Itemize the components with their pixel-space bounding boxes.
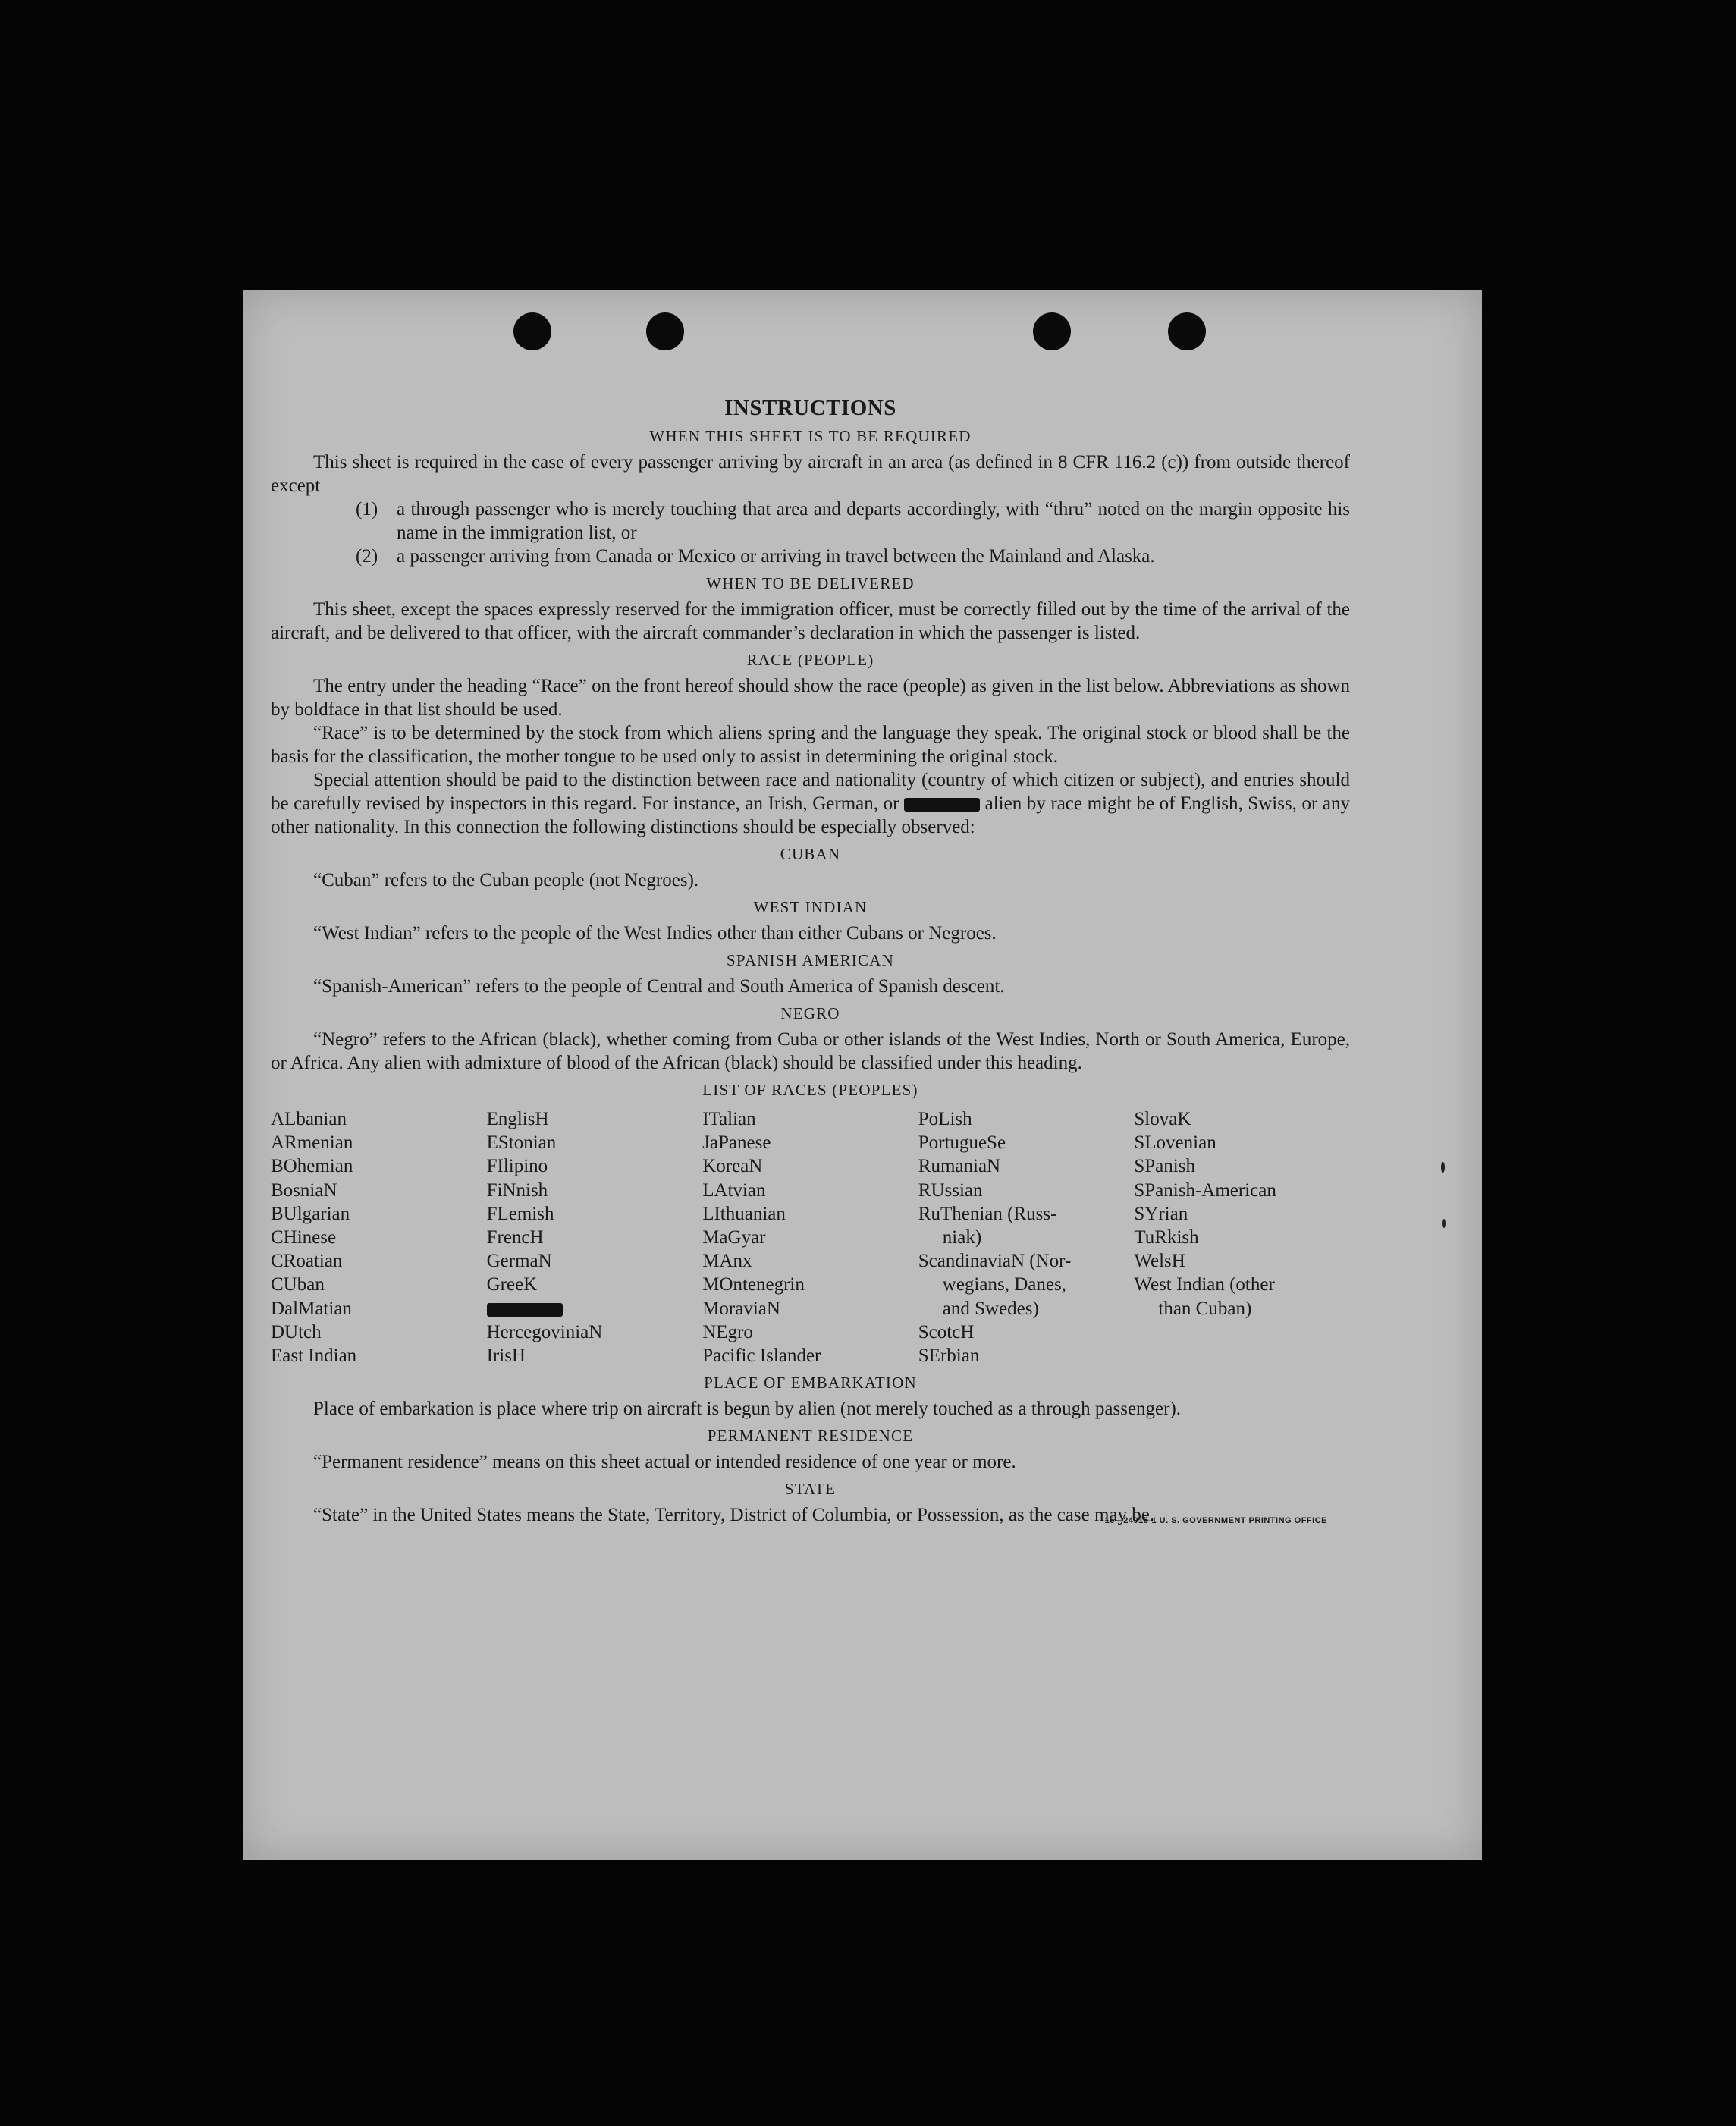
section-heading-cuban: CUBAN [780, 845, 841, 863]
race-entry: PortugueSe [918, 1132, 1006, 1154]
races-column-2 [487, 1107, 703, 1368]
race-entry: PoLish [918, 1109, 972, 1129]
redaction-mark [487, 1303, 563, 1317]
section-heading-embarkation: PLACE OF EMBARKATION [704, 1374, 917, 1393]
race-paragraph-3-start: Special attention should be paid to the distinction between race and nationality (country of which citizen or subject), and entries should be carefully revised by inspectors in this regard. For instance, an Irish, German, or [271, 770, 1350, 814]
race-entry: BUlgarian [271, 1203, 350, 1224]
race-entry-redacted [487, 1297, 703, 1321]
races-column-1 [271, 1107, 487, 1368]
race-entry: FLemish [486, 1203, 554, 1224]
item-number: (1) [356, 499, 378, 520]
punch-hole [646, 312, 684, 350]
race-entry: WelsH [1134, 1251, 1185, 1272]
race-entry: NEgro [702, 1321, 753, 1342]
race-paragraph-2: “Race” is to be determined by the stock from which aliens spring and the language they speak. The original stock or blood shall be the basis for the classification, the mother tongue to be used only to assist in determining the original stock. [271, 723, 1350, 767]
residence-text: “Permanent residence” means on this sheet actual or intended residence of one year or more. [313, 1452, 1016, 1473]
race-entry: FiNnish [486, 1179, 548, 1201]
cuban-text: “Cuban” refers to the Cuban people (not Negroes). [313, 870, 699, 890]
race-entry-continued: and Swedes) [942, 1298, 1039, 1319]
race-entry: East Indian [271, 1346, 357, 1367]
race-entry: TuRkish [1134, 1227, 1199, 1248]
race-entry: GermaN [486, 1251, 552, 1272]
race-entry: ALbanian [271, 1109, 347, 1129]
section-heading-list-of-races: LIST OF RACES (PEOPLES) [702, 1081, 918, 1099]
redaction-mark [904, 798, 980, 812]
section-heading-negro: NEGRO [780, 1004, 840, 1022]
races-list [271, 1107, 1350, 1368]
race-entry: RuThenian (Russ- [918, 1203, 1057, 1224]
state-footer-row [271, 1503, 1350, 1527]
race-entry: FrencH [486, 1227, 544, 1248]
section-heading-state: STATE [784, 1480, 837, 1499]
race-entry: SPanish-American [1134, 1179, 1276, 1201]
item-text: a through passenger who is merely touching that area and departs accordingly, with “thru” noted on the margin opposite his name in the immigration list, or [397, 499, 1350, 543]
race-entry: MAnx [702, 1251, 752, 1272]
embarkation-text: Place of embarkation is place where trip on aircraft is begun by alien (not merely touched as a through passenger). [313, 1399, 1182, 1420]
item-number: (2) [356, 546, 378, 567]
race-entry: JaPanese [702, 1132, 771, 1154]
race-entry: FIlipino [486, 1156, 548, 1177]
race-entry: RumaniaN [918, 1156, 1001, 1177]
race-entry-continued: wegians, Danes, [942, 1274, 1066, 1295]
race-entry: SErbian [918, 1346, 980, 1367]
race-entry: HercegoviniaN [486, 1321, 603, 1342]
race-entry: SPanish [1134, 1156, 1195, 1177]
spanish-american-text: “Spanish-American” refers to the people of Central and South America of Spanish descent. [313, 976, 1005, 997]
instructions-content [271, 396, 1350, 1527]
race-entry: CRoatian [271, 1251, 343, 1272]
race-entry: EStonian [486, 1132, 557, 1154]
race-entry: BosniaN [271, 1179, 337, 1201]
section-heading-spanish-american: SPANISH AMERICAN [727, 951, 894, 969]
section-heading-residence: PERMANENT RESIDENCE [707, 1427, 914, 1446]
required-intro: This sheet is required in the case of every passenger arriving by aircraft in an area (as defined in 8 CFR 116.2 (c)) from outside thereof except [271, 452, 1350, 496]
negro-text: “Negro” refers to the African (black), whether coming from Cuba or other islands of the West Indies, North or South America, Europe, or Africa. Any alien with admixture of blood of the African (black) should be classified under this heading. [271, 1029, 1350, 1073]
race-entry: EnglisH [486, 1109, 549, 1129]
delivered-text: This sheet, except the spaces expressly reserved for the immigration officer, must be correctly filled out by the time of the arrival of the aircraft, and be delivered to that officer, with the aircraft commander’s declaration in which the passenger is listed. [271, 599, 1350, 643]
races-column-5 [1134, 1107, 1350, 1368]
punch-hole [1168, 312, 1206, 350]
race-entry: CHinese [271, 1227, 337, 1248]
race-entry: LIthuanian [702, 1203, 786, 1224]
race-entry: IrisH [486, 1346, 526, 1367]
race-entry: MOntenegrin [702, 1274, 805, 1295]
race-entry: RUssian [918, 1179, 983, 1201]
state-text: “State” in the United States means the State, Territory, District of Columbia, or Possession, as the case may be. [313, 1505, 1155, 1526]
race-entry: CUban [271, 1274, 325, 1295]
race-entry: KoreaN [702, 1156, 763, 1177]
speck [1442, 1219, 1446, 1228]
race-entry: DalMatian [271, 1298, 352, 1319]
race-entry: ARmenian [271, 1132, 353, 1154]
race-entry: ScandinaviaN (Nor- [918, 1251, 1072, 1272]
race-entry: MoraviaN [702, 1298, 780, 1319]
punch-hole [513, 312, 551, 350]
document-sheet [243, 290, 1482, 1860]
race-entry: MaGyar [702, 1227, 766, 1248]
race-entry: ITalian [702, 1109, 756, 1129]
race-paragraph-3 [271, 768, 1350, 839]
page-title: INSTRUCTIONS [724, 396, 896, 420]
punch-hole [1033, 312, 1071, 350]
race-entry-continued: niak) [942, 1227, 982, 1248]
section-heading-west-indian: WEST INDIAN [753, 898, 868, 916]
races-column-3 [702, 1107, 918, 1368]
race-entry: SLovenian [1134, 1132, 1216, 1154]
race-paragraph-3-end: alien by race might be of English, Swiss, or any other nationality. In this connection the following distinctions should be especially observed: [271, 793, 1351, 837]
race-entry: ScotcH [918, 1321, 975, 1342]
race-entry: BOhemian [271, 1156, 353, 1177]
race-entry: SYrian [1134, 1203, 1188, 1224]
exception-item-2 [356, 545, 1350, 568]
race-entry: DUtch [271, 1321, 322, 1342]
section-heading-delivered: WHEN TO BE DELIVERED [706, 574, 915, 592]
printing-office-imprint: 16—24915-1 U. S. GOVERNMENT PRINTING OFFICE [1104, 1516, 1327, 1526]
race-entry: West Indian (other [1134, 1274, 1275, 1295]
exception-item-1 [356, 498, 1350, 545]
race-entry-continued: than Cuban) [1158, 1298, 1252, 1319]
section-heading-race: RACE (PEOPLE) [746, 651, 874, 669]
item-text: a passenger arriving from Canada or Mexico or arriving in travel between the Mainland and Alaska. [397, 546, 1155, 567]
race-entry: Pacific Islander [702, 1346, 821, 1367]
west-indian-text: “West Indian” refers to the people of the West Indies other than either Cubans or Negroes. [313, 923, 997, 944]
race-entry: LAtvian [702, 1179, 766, 1201]
race-entry: GreeK [486, 1274, 538, 1295]
races-column-4 [918, 1107, 1135, 1368]
speck [1441, 1162, 1445, 1173]
section-heading-required: WHEN THIS SHEET IS TO BE REQUIRED [649, 427, 972, 445]
race-paragraph-1: The entry under the heading “Race” on the front hereof should show the race (people) as given in the list below. Abbreviations as shown by boldface in that list should be used. [271, 676, 1350, 720]
race-entry: SlovaK [1134, 1109, 1191, 1129]
